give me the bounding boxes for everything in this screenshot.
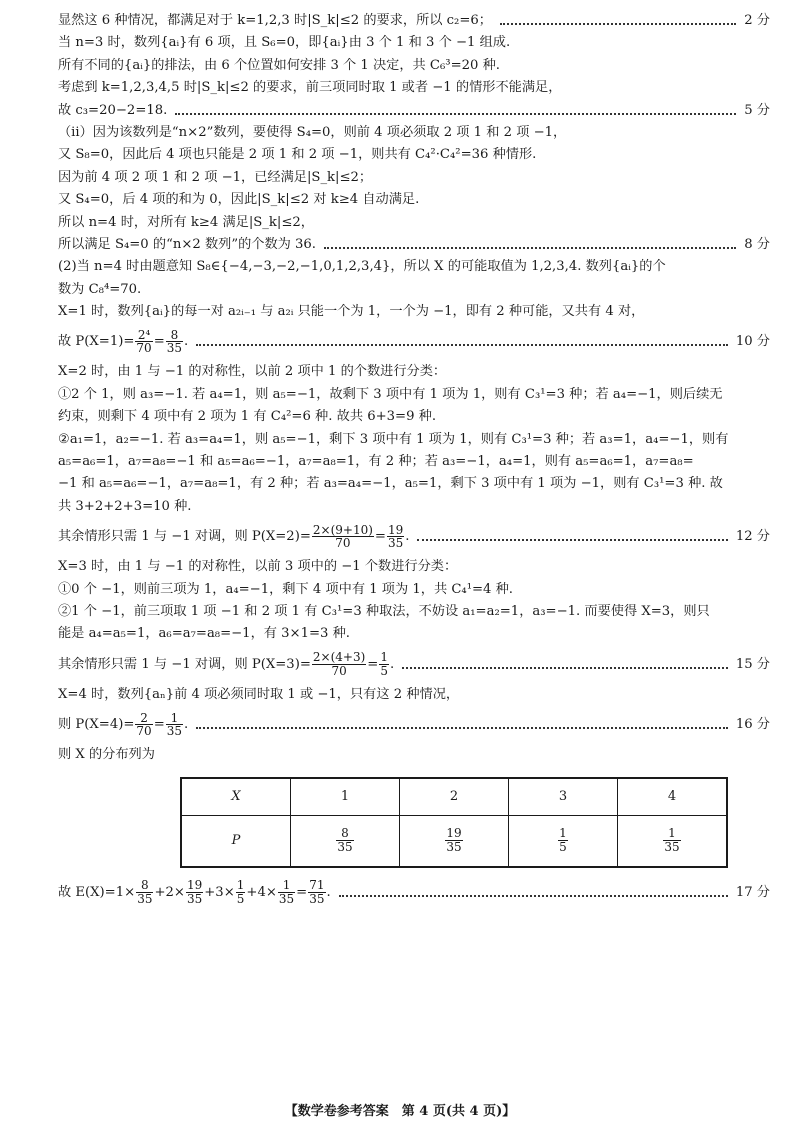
- fraction: $\frac{19}{35}$: [446, 826, 462, 855]
- fraction: $\frac{19}{35}$: [387, 522, 404, 551]
- solution-line: [58, 601, 770, 623]
- line-text: 所以满足 S₄=0 的“n×2 数列”的个数为 36.: [58, 236, 316, 252]
- score-mark: 15 分: [735, 656, 770, 672]
- formula-prefix: 其余情形只需 1 与 −1 对调，则 P(X=3)=: [58, 656, 311, 672]
- fraction: $\frac{8}{35}$: [337, 826, 353, 855]
- solution-line: [58, 684, 770, 706]
- solution-line: [58, 429, 770, 451]
- formula-line: [58, 706, 770, 744]
- formula-text: 其余情形只需 1 与 −1 对调，则 P(X=2)= $\frac{2\times(9+10)}{70}$ = $\frac{19}{35}$ .: [58, 522, 410, 551]
- line-text: X=1 时，数列{aᵢ}的每一对 a₂ᵢ₋₁ 与 a₂ᵢ 只能一个为 1，一个为 −1，即有 2 种可能，又共有 4 对，: [58, 304, 645, 320]
- line-text: ②1 个 −1，前三项取 1 项 −1 和 2 项 1 有 C₃¹=3 种取法，不妨设 a₁=a₂=1，a₃=−1. 而要使得 X=3，则只: [58, 603, 710, 619]
- line-text: 故 c₃=20−2=18.: [58, 102, 168, 118]
- line-text: ①0 个 −1，则前三项为 1，a₄=−1，剩下 4 项中有 1 项为 1，共 C₄¹=4 种.: [58, 581, 513, 597]
- solution-line: [58, 189, 770, 211]
- line-text: 考虑到 k=1,2,3,4,5 时|S_k|≤2 的要求，前三项同时取 1 或者 −1 的情形不能满足，: [58, 80, 562, 96]
- line-text: a₅=a₆=1，a₇=a₈=−1 和 a₅=a₆=−1，a₇=a₈=1，有 2 种；若 a₃=−1，a₄=1，则有 a₅=a₆=1，a₇=a₈=: [58, 454, 694, 470]
- fraction: $\frac{2}{70}$: [136, 710, 152, 739]
- expectation-line: [58, 874, 770, 912]
- fraction: $\frac{8}{35}$: [166, 327, 183, 356]
- line-text: 数为 C₈⁴=70.: [58, 281, 142, 297]
- line-text: 显然这 6 种情况，都满足对于 k=1,2,3 时|S_k|≤2 的要求，所以 c₂=6；: [58, 13, 492, 28]
- dot-leader: [500, 23, 736, 25]
- table-header-cell: X: [181, 778, 291, 816]
- table-cell: 4: [618, 778, 728, 816]
- solution-line: [58, 384, 770, 406]
- line-text: 又 S₈=0，因此后 4 项也只能是 2 项 1 和 2 项 −1，则共有 C₄²·C₄²=36 种情形.: [58, 147, 537, 163]
- score-mark: 8 分: [744, 236, 770, 252]
- fraction: $\frac{71}{35}$: [309, 877, 325, 906]
- dot-leader: [196, 727, 728, 729]
- fraction: $\frac{1}{5}$: [559, 826, 567, 855]
- line-text: X=4 时，数列{aₙ}前 4 项必须同时取 1 或 −1，只有这 2 种情况，: [58, 686, 460, 702]
- spacer: [58, 767, 770, 775]
- solution-line: [58, 744, 770, 766]
- solution-line: [58, 279, 770, 301]
- solution-line: [58, 406, 770, 428]
- solution-line: [58, 77, 770, 99]
- table-row: [181, 778, 727, 816]
- solution-line: [58, 212, 770, 234]
- solution-line: [58, 473, 770, 495]
- table-cell: 3: [509, 778, 618, 816]
- fraction: $\frac{1}{35}$: [278, 877, 295, 906]
- solution-line: [58, 301, 770, 323]
- line-text: 约束，则剩下 4 项中有 2 项为 1 有 C₄²=6 种. 故共 6+3=9 种.: [58, 409, 437, 425]
- formula-line: [58, 646, 770, 684]
- score-mark: 10 分: [735, 334, 770, 350]
- dot-leader: [402, 667, 728, 669]
- solution-line: [58, 122, 770, 144]
- page-footer: 【数学卷参考答案 第 4 页(共 4 页)】: [284, 1104, 516, 1119]
- table-cell: 2: [400, 778, 509, 816]
- solution-line: [58, 579, 770, 601]
- solution-line: [58, 556, 770, 578]
- score-mark: 17 分: [735, 884, 770, 900]
- solution-line: [58, 256, 770, 278]
- formula-text: 则 P(X=4)= $\frac{2}{70}$ = $\frac{1}{35}$ .: [58, 710, 189, 739]
- formula-line: [58, 323, 770, 361]
- formula-prefix: 则 P(X=4)=: [58, 717, 135, 733]
- line-text: X=3 时，由 1 与 −1 的对称性，以前 3 项中的 −1 个数进行分类：: [58, 559, 458, 575]
- line-text: ②a₁=1，a₂=−1. 若 a₃=a₄=1，则 a₅=−1，剩下 3 项中有 1 项为 1，则有 C₃¹=3 种；若 a₃=1，a₄=−1，则有: [58, 431, 729, 447]
- fraction: $\frac{1}{35}$: [664, 826, 680, 855]
- score-mark: 2 分: [744, 13, 770, 28]
- line-text: 当 n=3 时，数列{aᵢ}有 6 项，且 S₆=0，即{aᵢ}由 3 个 1 和 3 个 −1 组成.: [58, 35, 511, 51]
- formula-text: 故 P(X=1)= $\frac{\text{2⁴}}{70}$ = $\frac{8}{35}$ .: [58, 327, 189, 356]
- line-text: ①2 个 1，则 a₃=−1. 若 a₄=1，则 a₅=−1，故剩下 3 项中有 1 项为 1，则有 C₃¹=3 种；若 a₄=−1，则后续无: [58, 386, 723, 402]
- line-text: (2)当 n=4 时由题意知 S₈∈{−4,−3,−2,−1,0,1,2,3,4}，所以 X 的可能取值为 1,2,3,4. 数列{aᵢ}的个: [58, 259, 666, 275]
- line-text: 能是 a₄=a₅=1，a₆=a₇=a₈=−1，有 3×1=3 种.: [58, 626, 350, 642]
- solution-line: [58, 496, 770, 518]
- solution-line: [58, 167, 770, 189]
- fraction: $\frac{2\times(9+10)}{70}$: [312, 522, 373, 551]
- formula-text: 故 E(X)=1× $\frac{8}{35}$ +2× $\frac{19}{35}$ +3× $\frac{1}{5}$ +4× $\frac{1}{35}$ = $\frac{71}{35}$ .: [58, 877, 331, 906]
- line-text: −1 和 a₅=a₆=−1，a₇=a₈=1，有 2 种；若 a₃=a₄=−1，a₅=1，剩下 3 项中有 1 项为 −1，则有 C₃¹=3 种. 故: [58, 476, 723, 492]
- table-row: [181, 815, 727, 867]
- table-cell: [400, 815, 509, 867]
- fraction: $\frac{19}{35}$: [186, 877, 203, 906]
- dot-leader: [175, 113, 736, 115]
- table-cell: 1: [291, 778, 400, 816]
- line-text: （ⅱ）因为该数列是“n×2”数列，要使得 S₄=0，则前 4 项必须取 2 项 1 和 2 项 −1，: [58, 124, 567, 140]
- line-text: 共 3+2+2+3=10 种.: [58, 498, 192, 514]
- solution-line: [58, 32, 770, 54]
- solution-line: [58, 55, 770, 77]
- score-mark: 16 分: [735, 717, 770, 733]
- dot-leader: [417, 539, 727, 541]
- formula-line: [58, 518, 770, 556]
- fraction: $\frac{1}{5}$: [380, 650, 388, 678]
- fraction: $\frac{1}{5}$: [236, 877, 245, 906]
- line-text: 又 S₄=0，后 4 项的和为 0，因此|S_k|≤2 对 k≥4 自动满足.: [58, 192, 420, 208]
- solution-line: [58, 451, 770, 473]
- dot-leader: [196, 344, 728, 346]
- fraction: $\frac{1}{35}$: [166, 710, 183, 739]
- formula-text: 其余情形只需 1 与 −1 对调，则 P(X=3)= $\frac{2\times(4+3)}{70}$ = $\frac{1}{5}$ .: [58, 650, 395, 678]
- solution-line: [58, 10, 770, 32]
- table-header-cell: P: [181, 815, 291, 867]
- line-text: 因为前 4 项 2 项 1 和 2 项 −1，已经满足|S_k|≤2；: [58, 169, 373, 185]
- solution-page: [58, 10, 770, 912]
- dot-leader: [339, 895, 728, 897]
- score-mark: 12 分: [735, 529, 770, 545]
- formula-prefix: 其余情形只需 1 与 −1 对调，则 P(X=2)=: [58, 529, 311, 545]
- fraction: $\frac{2\times(4+3)}{70}$: [312, 650, 366, 678]
- fraction: $\frac{8}{35}$: [137, 877, 153, 906]
- dot-leader: [324, 247, 736, 249]
- table-cell: [509, 815, 618, 867]
- solution-line: [58, 361, 770, 383]
- fraction: $\frac{\text{2⁴}}{70}$: [136, 327, 152, 356]
- solution-line: [58, 234, 770, 256]
- line-text: X=2 时，由 1 与 −1 的对称性，以前 2 项中 1 的个数进行分类：: [58, 364, 447, 380]
- solution-line: [58, 100, 770, 122]
- line-text: 所以 n=4 时，对所有 k≥4 满足|S_k|≤2，: [58, 214, 314, 230]
- table-cell: [291, 815, 400, 867]
- solution-line: [58, 623, 770, 645]
- distribution-table: [180, 777, 728, 868]
- table-cell: [618, 815, 728, 867]
- formula-prefix: 故 P(X=1)=: [58, 334, 135, 350]
- solution-line: [58, 144, 770, 166]
- score-mark: 5 分: [744, 102, 770, 118]
- line-text: 则 X 的分布列为: [58, 747, 155, 763]
- line-text: 所有不同的{aᵢ}的排法，由 6 个位置如何安排 3 个 1 决定，共 C₆³=20 种.: [58, 57, 500, 73]
